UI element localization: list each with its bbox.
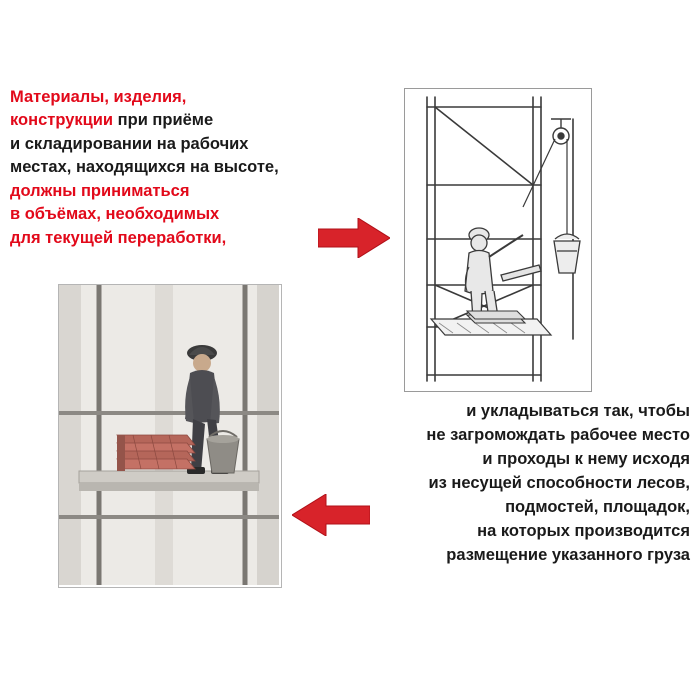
text-line-1: Материалы, изделия, [10, 88, 187, 106]
text-line-2 [10, 109, 350, 132]
scaffold-storage-illustration [58, 284, 282, 588]
text-line-7: для текущей переработки, [10, 228, 227, 247]
secondary-text-block [330, 400, 690, 567]
bottom-text-line-2: не загромождать рабочее место [426, 425, 690, 444]
text-line-5: должны приниматься [10, 181, 190, 200]
text-line-3: и складировании на рабочих [10, 134, 249, 153]
text-line-4: местах, находящихся на высоте, [10, 158, 279, 177]
arrow-left-icon [292, 494, 370, 536]
text-line-2-rest: при приёме [113, 111, 214, 130]
bottom-text-line-4: из несущей способности лесов, [428, 473, 690, 492]
text-line-6: в объёмах, необходимых [10, 205, 220, 224]
bottom-text-line-3: и проходы к нему исходя [482, 449, 690, 468]
primary-text-block [10, 86, 350, 250]
bottom-text-line-6: на которых производится [477, 521, 690, 540]
arrow-right-icon [318, 218, 390, 258]
scaffold-hoisting-illustration [404, 88, 592, 392]
bottom-text-line-1: и укладываться так, чтобы [466, 402, 690, 420]
text-line-2-highlight: конструкции [10, 111, 114, 130]
bottom-text-line-7: размещение указанного груза [446, 545, 690, 564]
bottom-text-line-5: подмостей, площадок, [505, 497, 690, 516]
